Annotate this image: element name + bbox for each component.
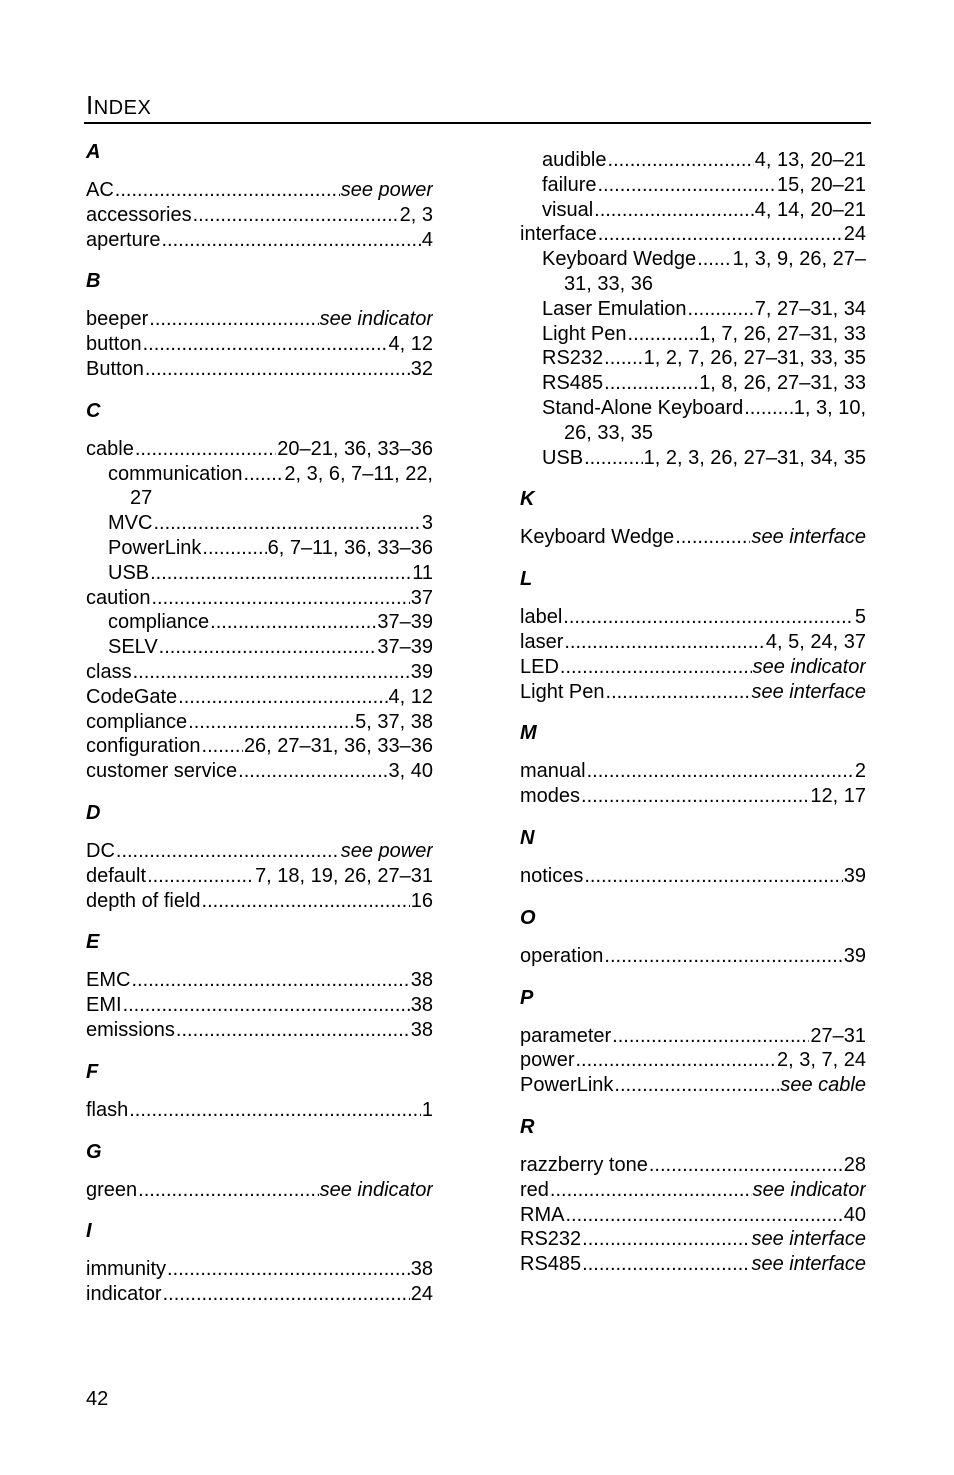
index-entry	[520, 1178, 866, 1203]
dot-leader	[123, 993, 410, 1018]
section-gap	[86, 784, 433, 798]
index-term: failure	[542, 173, 597, 196]
index-letter-heading: R	[520, 1115, 535, 1138]
index-pages: 3, 40	[388, 760, 433, 783]
index-pages: 4, 12	[388, 685, 433, 708]
section-gap	[86, 913, 433, 927]
dot-leader	[163, 1282, 410, 1307]
dot-leader	[159, 635, 377, 660]
index-entry	[86, 332, 433, 357]
index-term: RMA	[520, 1203, 565, 1226]
index-term: Stand-Alone Keyboard	[542, 396, 744, 419]
dot-leader	[584, 446, 642, 471]
index-letter-heading: L	[520, 568, 533, 591]
dot-leader	[598, 222, 843, 247]
index-entry	[520, 1153, 866, 1178]
index-entry	[86, 1018, 433, 1043]
index-subentry	[520, 198, 866, 223]
index-term: DC	[86, 839, 115, 862]
index-subentry	[86, 511, 433, 536]
index-pages: see interface	[751, 526, 866, 549]
index-subentry	[520, 148, 866, 173]
index-pages: 1, 2, 3, 26, 27–31, 34, 35	[643, 446, 866, 469]
section-gap	[520, 470, 866, 484]
dot-leader	[581, 784, 809, 809]
index-pages: 3	[421, 512, 433, 535]
index-term: SELV	[108, 636, 158, 659]
index-pages: 24	[843, 223, 866, 246]
index-entry	[86, 1282, 433, 1307]
dot-leader	[115, 178, 340, 203]
index-column-right	[520, 148, 866, 1277]
index-entry	[86, 734, 433, 759]
index-term: EMI	[86, 994, 122, 1017]
index-letter-heading: N	[520, 826, 535, 849]
index-pages: see power	[340, 179, 433, 201]
index-term: communication	[108, 462, 243, 485]
index-term: Laser Emulation	[542, 297, 687, 320]
dot-leader	[143, 332, 388, 357]
dot-leader	[167, 1257, 410, 1282]
page-title-initial: I	[86, 90, 94, 120]
index-entry	[86, 839, 433, 864]
index-term: CodeGate	[86, 685, 178, 708]
index-letter-heading: D	[86, 801, 101, 824]
dot-leader	[176, 1018, 410, 1043]
section-gap	[86, 382, 433, 396]
index-term: cable	[86, 437, 134, 460]
index-term: aperture	[86, 228, 161, 251]
index-pages: see indicator	[319, 308, 433, 331]
index-letter-heading: F	[86, 1060, 99, 1083]
index-entry	[86, 660, 433, 685]
index-term: operation	[520, 944, 604, 967]
dot-leader	[697, 247, 731, 272]
section-gap	[86, 1123, 433, 1137]
dot-leader	[188, 710, 354, 735]
index-term: compliance	[108, 611, 210, 634]
index-subentry	[520, 173, 866, 198]
index-entry	[86, 864, 433, 889]
index-subentry	[86, 610, 433, 635]
index-term: AC	[86, 179, 114, 201]
dot-leader	[135, 437, 276, 462]
dot-leader	[604, 944, 842, 969]
index-subentry	[520, 346, 866, 371]
index-entry	[520, 655, 866, 680]
dot-leader	[149, 307, 318, 332]
index-pages: 39	[843, 864, 866, 887]
index-entry	[86, 228, 433, 253]
index-entry	[520, 630, 866, 655]
index-term: flash	[86, 1098, 129, 1121]
index-entry	[520, 222, 866, 247]
index-entry	[520, 1048, 866, 1073]
index-term: PowerLink	[520, 1074, 614, 1097]
index-term: modes	[520, 785, 581, 808]
index-pages: 28	[843, 1153, 866, 1176]
index-subentry	[86, 536, 433, 561]
index-term: power	[520, 1049, 575, 1072]
index-entry	[520, 1024, 866, 1049]
index-letter-heading: P	[520, 986, 534, 1009]
index-term: label	[520, 606, 563, 629]
dot-leader	[612, 1024, 809, 1049]
index-letter-heading: C	[86, 399, 101, 422]
index-pages: see cable	[780, 1074, 866, 1097]
index-pages: 2, 3	[399, 203, 433, 226]
index-pages: 12, 17	[810, 785, 866, 808]
index-pages: 4, 5, 24, 37	[765, 630, 866, 653]
dot-leader	[162, 228, 421, 253]
dot-leader	[145, 357, 410, 382]
dot-leader	[575, 1048, 776, 1073]
dot-leader	[178, 685, 387, 710]
index-entry	[520, 864, 866, 889]
index-term: interface	[520, 223, 597, 246]
dot-leader	[614, 1073, 779, 1098]
index-term: emissions	[86, 1018, 175, 1041]
index-term: Button	[86, 357, 144, 380]
index-pages: see interface	[751, 1228, 866, 1251]
index-letter-heading: M	[520, 722, 537, 745]
index-pages: 11	[412, 561, 433, 584]
index-term: Light Pen	[520, 680, 605, 703]
index-pages: 1, 3, 9, 26, 27–	[732, 248, 866, 271]
index-pages-continued: 26, 33, 35	[564, 421, 653, 444]
index-term: laser	[520, 630, 564, 653]
index-subentry	[86, 635, 433, 660]
index-term: MVC	[108, 512, 153, 535]
dot-leader	[147, 864, 254, 889]
index-pages: 6, 7–11, 36, 33–36	[267, 536, 433, 559]
index-term: razzberry tone	[520, 1153, 648, 1176]
index-pages: see indicator	[752, 1178, 866, 1201]
index-pages: 5	[854, 606, 866, 629]
index-pages: 7, 27–31, 34	[754, 297, 866, 320]
dot-leader	[563, 605, 854, 630]
section-gap	[520, 969, 866, 983]
index-entry	[86, 357, 433, 382]
index-pages: see interface	[751, 1253, 866, 1276]
index-term: EMC	[86, 969, 131, 992]
index-pages: 27–31	[810, 1024, 866, 1047]
index-entry	[520, 680, 866, 705]
dot-leader	[129, 1098, 421, 1123]
index-term: class	[86, 660, 132, 683]
index-pages: 4, 12	[388, 333, 433, 356]
index-pages: 40	[843, 1203, 866, 1226]
index-term: Light Pen	[542, 322, 627, 345]
index-pages: see indicator	[752, 655, 866, 678]
index-pages: 1, 7, 26, 27–31, 33	[699, 322, 866, 345]
index-pages: 2, 3, 7, 24	[777, 1049, 866, 1072]
index-pages: 38	[410, 994, 433, 1017]
index-term: immunity	[86, 1258, 167, 1281]
dot-leader	[152, 586, 410, 611]
index-term: Keyboard Wedge	[520, 526, 675, 549]
index-entry	[86, 203, 433, 228]
index-term: Keyboard Wedge	[542, 248, 697, 271]
index-pages: 38	[410, 969, 433, 992]
index-column-left	[86, 137, 433, 1307]
index-entry	[520, 605, 866, 630]
index-term: depth of field	[86, 889, 201, 912]
index-term: manual	[520, 760, 586, 783]
index-entry	[86, 1178, 433, 1203]
index-pages: 37–39	[377, 611, 433, 634]
index-entry	[520, 759, 866, 784]
index-entry	[86, 759, 433, 784]
index-letter-heading: I	[86, 1220, 92, 1243]
index-term: USB	[542, 446, 584, 469]
index-pages: see power	[340, 839, 433, 862]
index-pages: 1	[421, 1098, 433, 1121]
index-entry	[520, 784, 866, 809]
index-term: visual	[542, 198, 594, 221]
index-entry	[520, 1227, 866, 1252]
index-subentry	[520, 297, 866, 322]
dot-leader	[564, 630, 765, 655]
dot-leader	[244, 462, 284, 487]
section-gap	[86, 1202, 433, 1216]
index-letter-heading: K	[520, 488, 535, 511]
index-term: USB	[108, 561, 150, 584]
dot-leader	[608, 148, 754, 173]
index-pages: 2	[854, 760, 866, 783]
dot-leader	[675, 525, 750, 550]
index-term: green	[86, 1178, 138, 1201]
index-entry	[86, 178, 433, 203]
index-entry	[86, 1098, 433, 1123]
index-letter-heading: O	[520, 906, 536, 929]
index-pages: 16	[410, 889, 433, 912]
index-term: notices	[520, 864, 584, 887]
section-gap	[520, 704, 866, 718]
index-pages: 5, 37, 38	[355, 710, 433, 733]
index-pages: 1, 8, 26, 27–31, 33	[699, 372, 866, 395]
index-entry	[86, 437, 433, 462]
dot-leader	[594, 198, 754, 223]
index-pages: 38	[410, 1258, 433, 1281]
dot-leader	[133, 660, 410, 685]
header-rule	[84, 122, 871, 124]
dot-leader	[688, 297, 754, 322]
section-gap	[520, 809, 866, 823]
dot-leader	[606, 680, 751, 705]
dot-leader	[565, 1203, 842, 1228]
index-pages-continued: 27	[130, 487, 153, 510]
index-term: RS232	[542, 347, 604, 370]
dot-leader	[131, 968, 409, 993]
index-pages: 1, 3, 10,	[793, 396, 866, 419]
index-pages: 4, 14, 20–21	[754, 198, 866, 221]
dot-leader	[584, 864, 842, 889]
dot-leader	[560, 655, 752, 680]
index-entry	[86, 685, 433, 710]
index-pages: 39	[410, 660, 433, 683]
page-number: 42	[86, 1388, 109, 1410]
index-pages: 32	[410, 357, 433, 380]
index-entry	[86, 586, 433, 611]
index-term: caution	[86, 586, 151, 609]
index-term: audible	[542, 149, 607, 171]
dot-leader	[550, 1178, 752, 1203]
index-pages: 39	[843, 944, 866, 967]
index-letter-heading: E	[86, 931, 100, 954]
dot-leader	[597, 173, 776, 198]
index-pages: 24	[410, 1283, 433, 1306]
index-entry	[86, 710, 433, 735]
index-entry	[86, 993, 433, 1018]
index-subentry	[520, 396, 866, 421]
dot-leader	[153, 511, 420, 536]
index-pages: 1, 2, 7, 26, 27–31, 33, 35	[643, 347, 866, 370]
index-entry	[520, 1203, 866, 1228]
dot-leader	[202, 536, 266, 561]
index-letter-heading: G	[86, 1140, 102, 1163]
dot-leader	[202, 889, 410, 914]
dot-leader	[193, 203, 399, 228]
index-entry	[86, 1257, 433, 1282]
index-term: accessories	[86, 203, 192, 226]
index-pages: 15, 20–21	[777, 173, 866, 196]
index-term: compliance	[86, 710, 188, 733]
dot-leader	[210, 610, 376, 635]
index-subentry	[520, 446, 866, 471]
index-subentry	[520, 371, 866, 396]
index-entry	[86, 307, 433, 332]
section-gap	[86, 1043, 433, 1057]
index-pages: 2, 3, 6, 7–11, 22,	[284, 462, 433, 485]
index-pages: 4	[421, 228, 433, 251]
section-gap	[86, 252, 433, 266]
index-term: customer service	[86, 760, 238, 783]
index-term: RS485	[520, 1253, 582, 1276]
index-term: indicator	[86, 1283, 162, 1306]
index-term: red	[520, 1178, 549, 1201]
section-gap	[520, 1098, 866, 1112]
index-subentry	[86, 462, 433, 487]
page-title	[86, 90, 151, 121]
section-gap	[520, 550, 866, 564]
dot-leader	[150, 561, 411, 586]
index-subentry	[86, 561, 433, 586]
dot-leader	[238, 759, 387, 784]
index-pages: see interface	[751, 680, 866, 703]
index-pages: 37–39	[377, 636, 433, 659]
dot-leader	[744, 396, 792, 421]
index-entry	[86, 889, 433, 914]
index-term: LED	[520, 655, 559, 678]
index-term: default	[86, 864, 147, 887]
index-term: button	[86, 333, 142, 356]
index-pages: 38	[410, 1018, 433, 1041]
dot-leader	[604, 371, 698, 396]
index-term: RS232	[520, 1228, 582, 1251]
index-pages: see indicator	[319, 1178, 433, 1201]
index-entry	[520, 1252, 866, 1277]
index-entry	[520, 1073, 866, 1098]
index-letter-heading: A	[86, 141, 101, 163]
index-pages: 26, 27–31, 36, 33–36	[243, 735, 433, 758]
index-term: parameter	[520, 1024, 612, 1047]
index-term: configuration	[86, 735, 201, 758]
index-entry	[520, 944, 866, 969]
index-pages: 7, 18, 19, 26, 27–31	[255, 864, 433, 887]
index-pages-continued: 31, 33, 36	[564, 272, 653, 295]
index-letter-heading: B	[86, 270, 101, 293]
dot-leader	[582, 1252, 750, 1277]
index-entry	[520, 525, 866, 550]
dot-leader	[587, 759, 854, 784]
index-entry	[86, 968, 433, 993]
section-gap	[520, 889, 866, 903]
index-pages: 20–21, 36, 33–36	[277, 437, 433, 460]
index-term: beeper	[86, 308, 149, 331]
dot-leader	[582, 1227, 750, 1252]
dot-leader	[604, 346, 642, 371]
index-subentry	[520, 247, 866, 272]
index-subentry	[520, 322, 866, 347]
page-title-rest: NDEX	[93, 97, 152, 119]
dot-leader	[116, 839, 340, 864]
index-pages: 37	[410, 586, 433, 609]
dot-leader	[202, 734, 243, 759]
index-term: PowerLink	[108, 536, 202, 559]
index-pages: 4, 13, 20–21	[754, 149, 866, 171]
dot-leader	[138, 1178, 318, 1203]
dot-leader	[628, 322, 699, 347]
dot-leader	[649, 1153, 843, 1178]
index-term: RS485	[542, 372, 604, 395]
